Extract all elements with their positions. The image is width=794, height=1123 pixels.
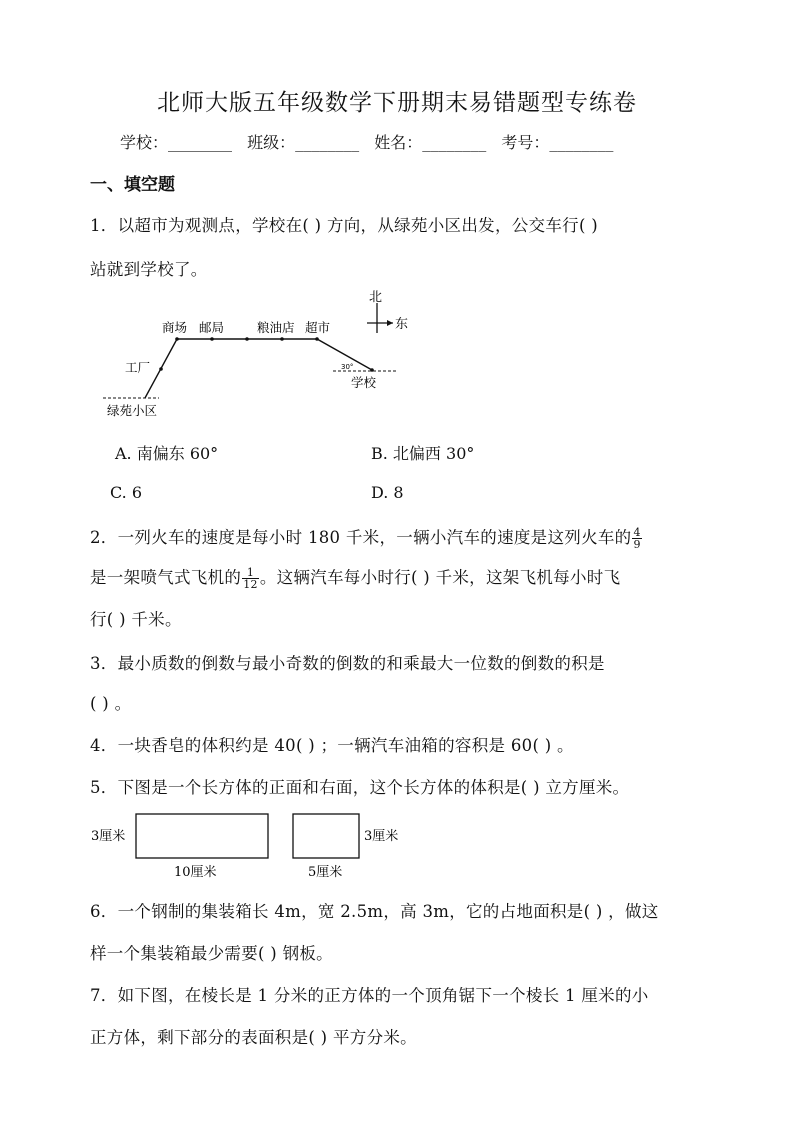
q1-line2: 站就到学校了。 [90,260,208,279]
q5-line1: 5．下图是一个长方体的正面和右面，这个长方体的体积是( ) 立方厘米。 [90,778,630,797]
frac-denominator: 9 [633,538,641,551]
q7-line2: 正方体，剩下部分的表面积是( ) 平方分米。 [90,1028,417,1047]
page-title: 北师大版五年级数学下册期末易错题型专练卷 [157,90,637,116]
q2-line1 [90,524,643,550]
school-field: 学校：________ [120,133,233,152]
frac-numerator: 1 [242,567,259,579]
q1-map-figure [95,285,425,425]
q2-fraction-4-9 [632,527,641,550]
q2-fraction-1-12 [242,567,259,590]
q6-line2: 样一个集装箱最少需要( ) 钢板。 [90,944,333,963]
q6-line1: 6．一个钢制的集装箱长 4m，宽 2.5m，高 3m，它的占地面积是( ) ，做这 [90,902,659,921]
frac-numerator: 4 [633,526,641,539]
frac-denominator: 12 [243,578,258,591]
q1-option-c: C. 6 [110,483,143,502]
map-community-label: 绿苑小区 [107,403,158,418]
q7-line1: 7．如下图，在棱长是 1 分米的正方体的一个顶角锯下一个棱长 1 厘米的小 [90,986,649,1005]
compass-east-label: 东 [395,317,409,332]
q2-line2-text: 是一架喷气式飞机的 [90,568,242,587]
side-width-label: 5厘米 [308,865,343,880]
q2-line1-text: 2．一列火车的速度是每小时 180 千米，一辆小汽车的速度是这列火车的 [90,528,632,547]
map-market-label: 超市 [305,320,331,335]
q2-line2 [90,564,620,590]
section-heading: 一、填空题 [90,175,175,195]
number-field: 考号：________ [501,133,614,152]
q3-line1: 3．最小质数的倒数与最小奇数的倒数的和乘最大一位数的倒数的积是 [90,654,605,673]
compass-north-label: 北 [369,290,383,305]
q1-option-b: B. 北偏西 30° [371,444,475,463]
map-angle-label: 30° [341,363,354,371]
side-height-label: 3厘米 [364,829,399,844]
front-width-label: 10厘米 [174,865,217,880]
name-field: 姓名：________ [374,133,487,152]
map-post-label: 邮局 [199,320,225,335]
front-height-label: 3厘米 [91,829,126,844]
map-mall-label: 商场 [162,320,188,335]
q3-line2: ( ) 。 [90,694,132,713]
q1-option-d: D. 8 [371,483,404,502]
q4-line1: 4．一块香皂的体积约是 40( ) ；一辆汽车油箱的容积是 60( ) 。 [90,736,574,755]
q1-line1: 1．以超市为观测点，学校在( ) 方向，从绿苑小区出发，公交车行( ) [90,216,598,235]
class-field: 班级：________ [247,133,360,152]
student-info [120,130,623,153]
q1-option-a: A. 南偏东 60° [115,444,219,463]
q2-line2-rest: 。这辆汽车每小时行( ) 千米，这架飞机每小时飞 [259,568,621,587]
map-factory-label: 工厂 [125,360,151,375]
map-grain-label: 粮油店 [257,320,295,335]
map-school-label: 学校 [351,375,377,390]
q5-cuboid-figure [88,808,418,884]
q2-line3: 行( ) 千米。 [90,610,182,629]
